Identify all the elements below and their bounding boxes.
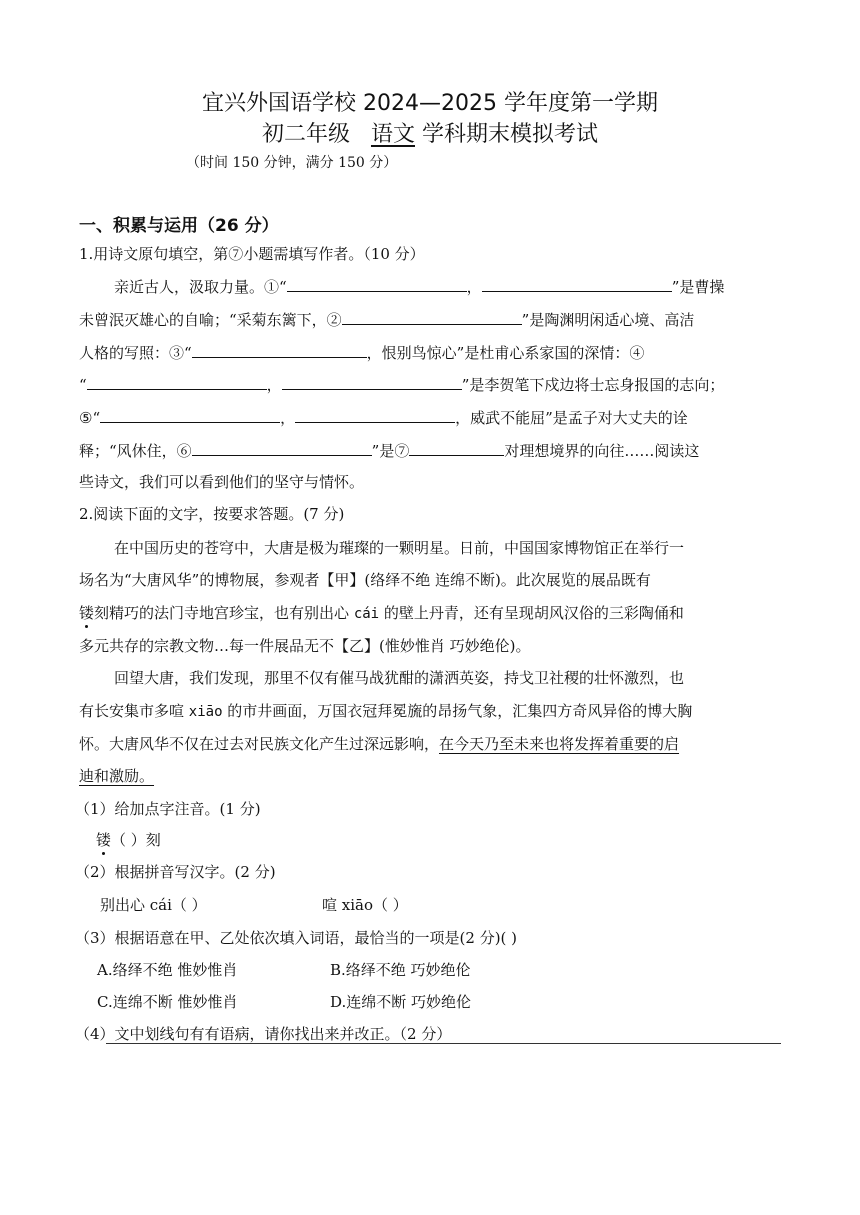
exam-title-line2	[0, 117, 860, 148]
q2-sub3: （3）根据语意在甲、乙处依次填入词语，最恰当的一项是(2 分)( )	[75, 929, 518, 947]
q2-para2-line1: 回望大唐，我们发现，那里不仅有催马战犹酣的潇洒英姿，持戈卫社稷的壮怀激烈，也	[114, 669, 685, 687]
answer-blank[interactable]	[192, 342, 367, 358]
option-c[interactable]: C.连绵不断 惟妙惟肖	[97, 993, 238, 1011]
exam-note: （时间 150 分钟，满分 150 分）	[186, 155, 398, 171]
q2-sub1: （1）给加点字注音。(1 分)	[75, 800, 261, 818]
q2-sub2-answer-a[interactable]: 别出心 cái（ ）	[100, 896, 207, 914]
q2-stem: 2.阅读下面的文字，按要求答题。(7 分)	[79, 505, 345, 523]
answer-blank[interactable]	[295, 407, 455, 423]
answer-blank[interactable]	[282, 374, 462, 390]
q2-para2-line3: 怀。大唐风华不仅在过去对民族文化产生过深远影响，在今天乃至未来也将发挥着重要的启	[79, 735, 680, 753]
q1-line2: 未曾泯灭雄心的自喻；“采菊东篱下，② ”是陶渊明闲适心境、高洁	[79, 311, 695, 329]
answer-blank[interactable]	[192, 440, 372, 456]
section-heading: 一、积累与运用（26 分）	[79, 216, 279, 236]
q1-line4: “ ， ”是李贺笔下戍边将士忘身报国的志向；	[79, 376, 725, 394]
q1-line6: 释；“风休住，⑥ ”是⑦ 对理想境界的向往……阅读这	[79, 442, 700, 460]
answer-blank[interactable]	[100, 407, 280, 423]
option-d[interactable]: D.连绵不断 巧妙绝伦	[330, 993, 472, 1011]
answer-blank[interactable]	[342, 309, 522, 325]
error-sentence-end: 迪和激励。	[79, 767, 155, 785]
answer-blank[interactable]	[87, 374, 267, 390]
grade-label: 初二年级	[261, 122, 350, 147]
q1-line1: 亲近古人，汲取力量。①“ ， ”是曹操	[114, 278, 725, 296]
q1-stem: 1.用诗文原句填空，第⑦小题需填写作者。（10 分）	[79, 245, 425, 263]
q2-sub2-answer-b[interactable]: 喧 xiāo（ ）	[322, 896, 408, 914]
q2-sub2: （2）根据拼音写汉字。(2 分)	[75, 863, 276, 881]
q2-para1-line3: 镂刻精巧的法门寺地宫珍宝，也有别出心 cái 的壁上丹青，还有呈现胡风汉俗的三彩陶俑和	[79, 604, 684, 622]
exam-name: 学科期末模拟考试	[422, 122, 599, 147]
q2-para2-line2: 有长安集市多喧 xiāo 的市井画面，万国衣冠拜冕旒的昂扬气象，汇集四方奇风异俗的博大胸	[79, 702, 693, 720]
q2-para1-line2: 场名为“大唐风华”的博物展，参观者【甲】(络绎不绝 连绵不断)。此次展览的展品既有	[79, 571, 651, 589]
q2-para1-line1: 在中国历史的苍穹中，大唐是极为璀璨的一颗明星。日前，中国国家博物馆正在举行一	[114, 539, 685, 557]
option-b[interactable]: B.络绎不绝 巧妙绝伦	[330, 961, 471, 979]
q2-sub4: （4）文中划线句有有语病，请你找出来并改正。（2 分）	[75, 1025, 452, 1043]
q1-line5: ⑤“ ， ，威武不能屈”是孟子对大丈夫的诠	[79, 409, 688, 427]
q1-line7: 些诗文，我们可以看到他们的坚守与情怀。	[79, 473, 365, 491]
q1-line3: 人格的写照：③“ ，恨别鸟惊心”是杜甫心系家国的深情：④	[79, 344, 645, 362]
answer-line[interactable]	[106, 1043, 781, 1044]
answer-blank[interactable]	[409, 440, 504, 456]
q2-sub1-answer[interactable]: 镂（ ）刻	[96, 831, 161, 849]
answer-blank[interactable]	[482, 276, 672, 292]
exam-title-line1: 宜兴外国语学校 2024—2025 学年度第一学期	[202, 91, 658, 116]
subject-label: 语文	[370, 122, 415, 147]
q2-para1-line4: 多元共存的宗教文物…每一件展品无不【乙】(惟妙惟肖 巧妙绝伦)。	[79, 637, 531, 655]
q2-para2-line4	[79, 766, 154, 786]
option-a[interactable]: A.络绎不绝 惟妙惟肖	[97, 961, 238, 979]
answer-blank[interactable]	[287, 276, 467, 292]
error-sentence: 在今天乃至未来也将发挥着重要的启	[439, 735, 680, 753]
